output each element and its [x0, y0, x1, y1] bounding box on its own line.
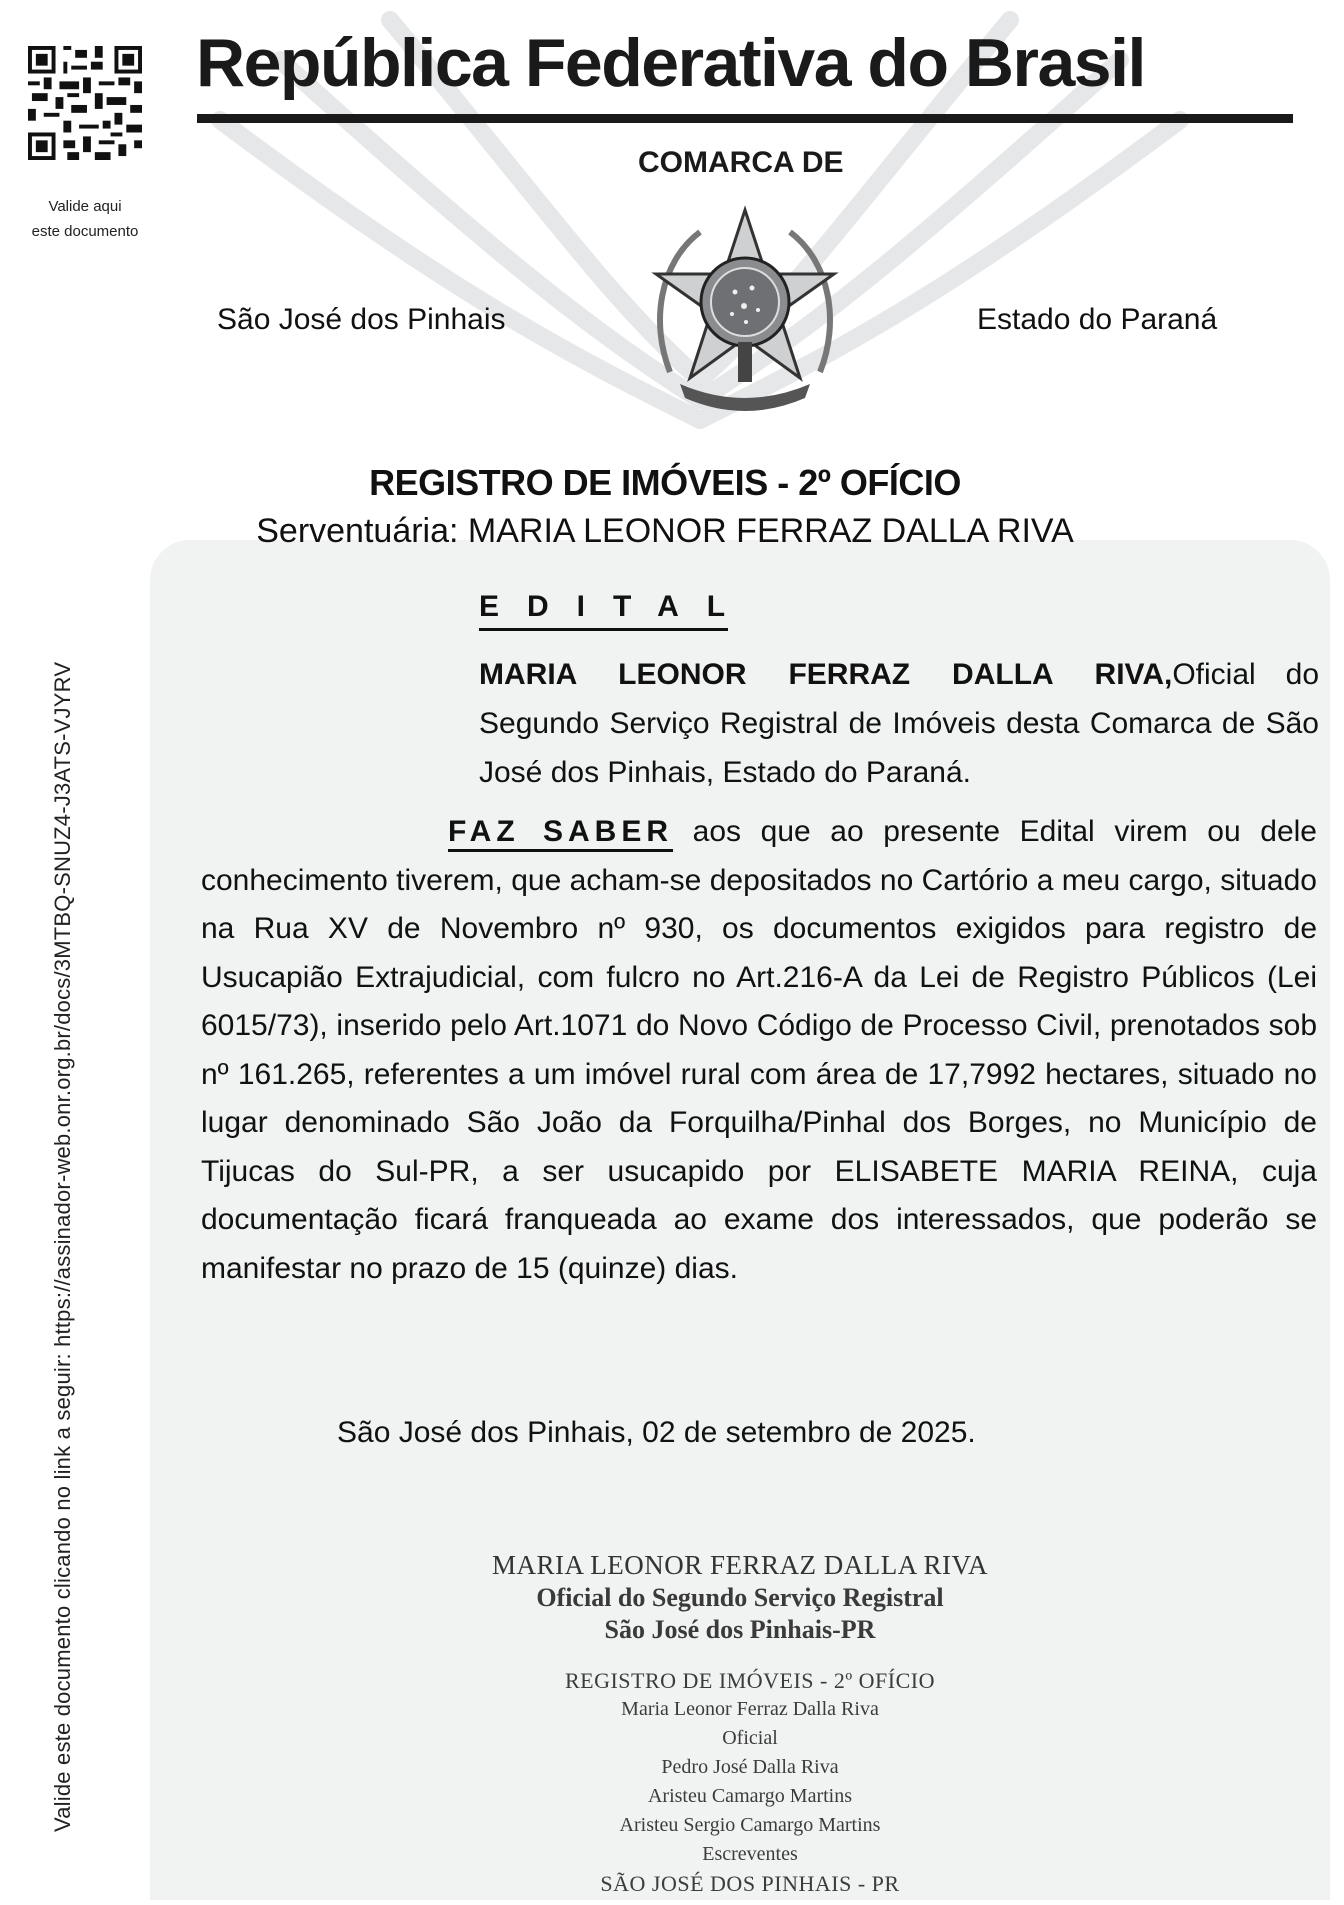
- stamp-line: Maria Leonor Ferraz Dalla Riva: [621, 1698, 879, 1720]
- office-name: REGISTRO DE IMÓVEIS - 2º OFÍCIO: [369, 462, 961, 503]
- signatory-location: São José dos Pinhais-PR: [604, 1615, 876, 1644]
- signatory-role: Oficial do Segundo Serviço Registral: [536, 1583, 944, 1612]
- stamp-footer: SÃO JOSÉ DOS PINHAIS - PR: [600, 1871, 900, 1896]
- edital-underline: [479, 628, 728, 631]
- edital-intro: [479, 650, 1319, 797]
- city-label: São José dos Pinhais: [217, 303, 506, 336]
- qr-caption-line1: Valide aqui: [48, 198, 122, 215]
- edital-body: [201, 808, 1317, 1293]
- validation-link-text[interactable]: Valide este documento clicando no link a seguir: https://assinador-web.onr.org.br/docs/3MTBQ-SNUZ4-J3ATS-VJYRV: [50, 661, 75, 1832]
- stamp-line: Oficial: [722, 1727, 778, 1749]
- faz-saber-label: FAZ SABER: [448, 815, 673, 852]
- body-text: aos que ao presente Edital virem ou dele conhecimento tiverem, que acham-se depositados no Cartório a meu cargo, situado na Rua XV de Novembro nº 930, os documentos exigidos para registro de Usucapião Extrajudicial, com fulcro no Art.216-A da Lei de Registro Públicos (Lei 6015/73), inserido pelo Art.1071 do Novo Código de Processo Civil, prenotados sob nº 161.265, referentes a um imóvel rural com área de 17,7992 hectares, situado no lugar denominado São João da Forquilha/Pinhal dos Borges, no Município de Tijucas do Sul-PR, a ser usucapido por ELISABETE MARIA REINA, cuja documentação ficará franqueada ao exame dos interessados, que poderão se manifestar no prazo de 15 (quinze) dias.: [201, 815, 1317, 1285]
- stamp-line: Pedro José Dalla Riva: [661, 1756, 839, 1778]
- document-date: São José dos Pinhais, 02 de setembro de 2025.: [337, 1416, 976, 1449]
- stamp-line: Aristeu Camargo Martins: [647, 1785, 853, 1807]
- page-title: República Federativa do Brasil: [196, 25, 1145, 101]
- qr-code[interactable]: [28, 46, 142, 160]
- office-stamp: [540, 1666, 960, 1898]
- state-label: Estado do Paraná: [977, 303, 1218, 336]
- stamp-line: Escreventes: [702, 1843, 798, 1865]
- official-name: MARIA LEONOR FERRAZ DALLA RIVA,: [479, 658, 1173, 691]
- signature-block: [330, 1548, 1150, 1646]
- intro-text: Oficial do Segundo Serviço Registral de Imóveis desta Comarca de São José dos Pinhais, Estado do Paraná.: [479, 658, 1319, 789]
- comarca-label: COMARCA DE: [638, 146, 844, 179]
- signatory-name: MARIA LEONOR FERRAZ DALLA RIVA: [491, 1550, 989, 1580]
- qr-caption-line2: este documento: [31, 223, 139, 240]
- title-underline: [197, 114, 1293, 123]
- coat-of-arms-emblem: [640, 202, 850, 412]
- stamp-title: REGISTRO DE IMÓVEIS - 2º OFÍCIO: [564, 1668, 936, 1693]
- serventuaria-line: Serventuária: MARIA LEONOR FERRAZ DALLA RIVA: [256, 512, 1074, 550]
- edital-heading: EDITAL: [479, 590, 754, 623]
- stamp-line: Aristeu Sergio Camargo Martins: [619, 1814, 881, 1836]
- qr-caption: [20, 194, 150, 244]
